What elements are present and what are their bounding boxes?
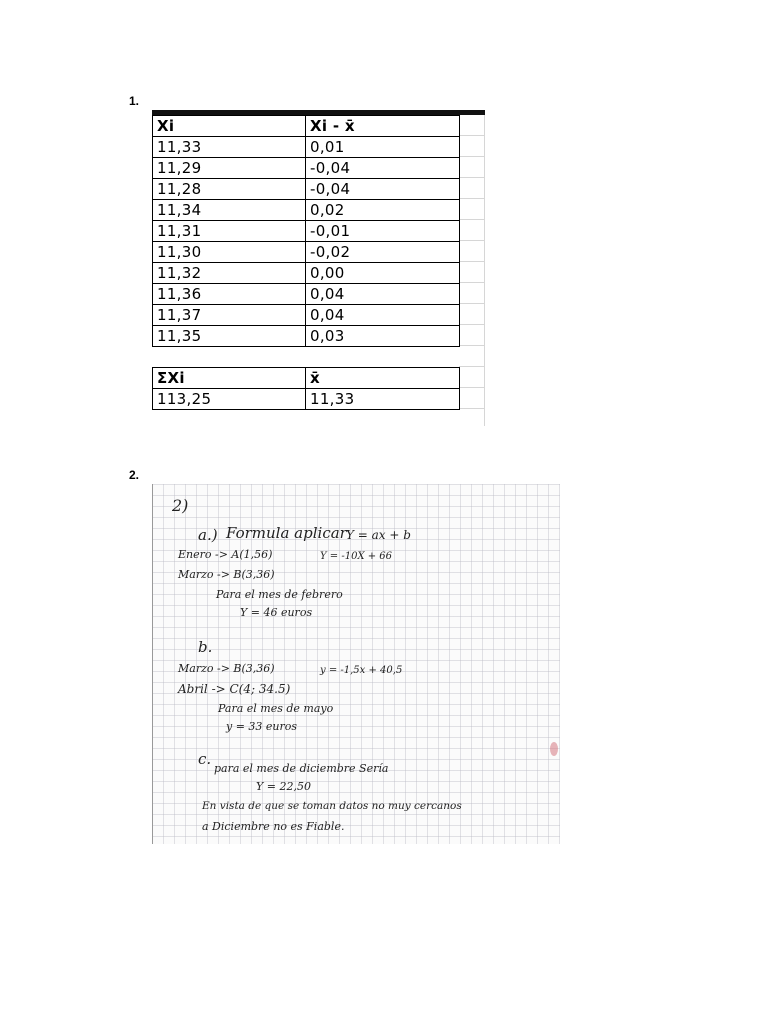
- xi-cell: 11,35: [153, 326, 306, 347]
- hw-marzo-point-b: Marzo -> B(3,36): [178, 662, 275, 675]
- header-xi: Xi: [153, 116, 306, 137]
- table-header-row: [153, 116, 460, 137]
- deviation-cell: 0,01: [306, 137, 460, 158]
- deviation-cell: 0,04: [306, 284, 460, 305]
- summary-value-row: [153, 389, 460, 410]
- table-row: [153, 326, 460, 347]
- deviation-cell: 0,04: [306, 305, 460, 326]
- hw-febrero-result: Y = 46 euros: [240, 606, 313, 619]
- xi-cell: 11,28: [153, 179, 306, 200]
- mean-value: 11,33: [306, 389, 460, 410]
- spreadsheet-gridline-vertical: [484, 115, 485, 426]
- xi-deviation-table: [152, 115, 460, 410]
- hw-a-formula: Y = ax + b: [346, 528, 411, 542]
- xi-cell: 11,33: [153, 137, 306, 158]
- section-2-number: 2.: [129, 468, 140, 482]
- deviation-cell: -0,02: [306, 242, 460, 263]
- table-row: [153, 284, 460, 305]
- hw-diciembre-text: para el mes de diciembre Sería: [214, 762, 389, 775]
- hw-b-label: b.: [198, 638, 213, 656]
- table-row: [153, 137, 460, 158]
- table-spacer-row: [153, 347, 460, 368]
- deviation-cell: -0,04: [306, 179, 460, 200]
- hw-c-label: c.: [198, 750, 212, 768]
- hw-a-label: a.): [198, 526, 218, 544]
- deviation-cell: 0,02: [306, 200, 460, 221]
- deviation-cell: -0,04: [306, 158, 460, 179]
- header-sum-xi: ΣXi: [153, 368, 306, 389]
- hw-abril-point: Abril -> C(4; 34.5): [178, 682, 291, 696]
- xi-cell: 11,31: [153, 221, 306, 242]
- table-row: [153, 242, 460, 263]
- sum-xi-value: 113,25: [153, 389, 306, 410]
- deviation-cell: 0,00: [306, 263, 460, 284]
- hw-a-title: Formula aplicar: [226, 524, 347, 542]
- hw-mayo-text: Para el mes de mayo: [218, 702, 334, 715]
- xi-cell: 11,32: [153, 263, 306, 284]
- deviation-cell: 0,03: [306, 326, 460, 347]
- table-row: [153, 305, 460, 326]
- xi-cell: 11,37: [153, 305, 306, 326]
- table-row: [153, 221, 460, 242]
- hw-diciembre-result: Y = 22,50: [256, 780, 311, 793]
- hw-a-equation: Y = -10X + 66: [320, 551, 393, 562]
- table-row: [153, 158, 460, 179]
- paper-left-edge: [152, 484, 153, 844]
- summary-header-row: [153, 368, 460, 389]
- deviation-cell: -0,01: [306, 221, 460, 242]
- hw-febrero-text: Para el mes de febrero: [216, 588, 343, 601]
- hw-conclusion-line-1: En vista de que se toman datos no muy cercanos: [202, 800, 462, 812]
- section-1-number: 1.: [129, 94, 140, 108]
- table-row: [153, 263, 460, 284]
- table-row: [153, 200, 460, 221]
- table-row: [153, 179, 460, 200]
- xi-cell: 11,36: [153, 284, 306, 305]
- header-mean: x̄: [306, 368, 460, 389]
- statistics-table-image: [152, 110, 485, 426]
- xi-cell: 11,34: [153, 200, 306, 221]
- hw-part-marker: 2): [172, 496, 189, 515]
- hw-conclusion-line-2: a Diciembre no es Fiable.: [202, 820, 345, 833]
- handwritten-notes-image: [152, 484, 560, 844]
- paper-red-mark: [550, 742, 558, 756]
- header-deviation: Xi - x̄: [306, 116, 460, 137]
- xi-cell: 11,29: [153, 158, 306, 179]
- spreadsheet-gridlines: [459, 115, 485, 426]
- hw-enero-point: Enero -> A(1,56): [178, 548, 273, 561]
- xi-cell: 11,30: [153, 242, 306, 263]
- hw-mayo-result: y = 33 euros: [226, 720, 298, 733]
- hw-b-equation: y = -1,5x + 40,5: [320, 665, 403, 676]
- hw-marzo-point-a: Marzo -> B(3,36): [178, 568, 275, 581]
